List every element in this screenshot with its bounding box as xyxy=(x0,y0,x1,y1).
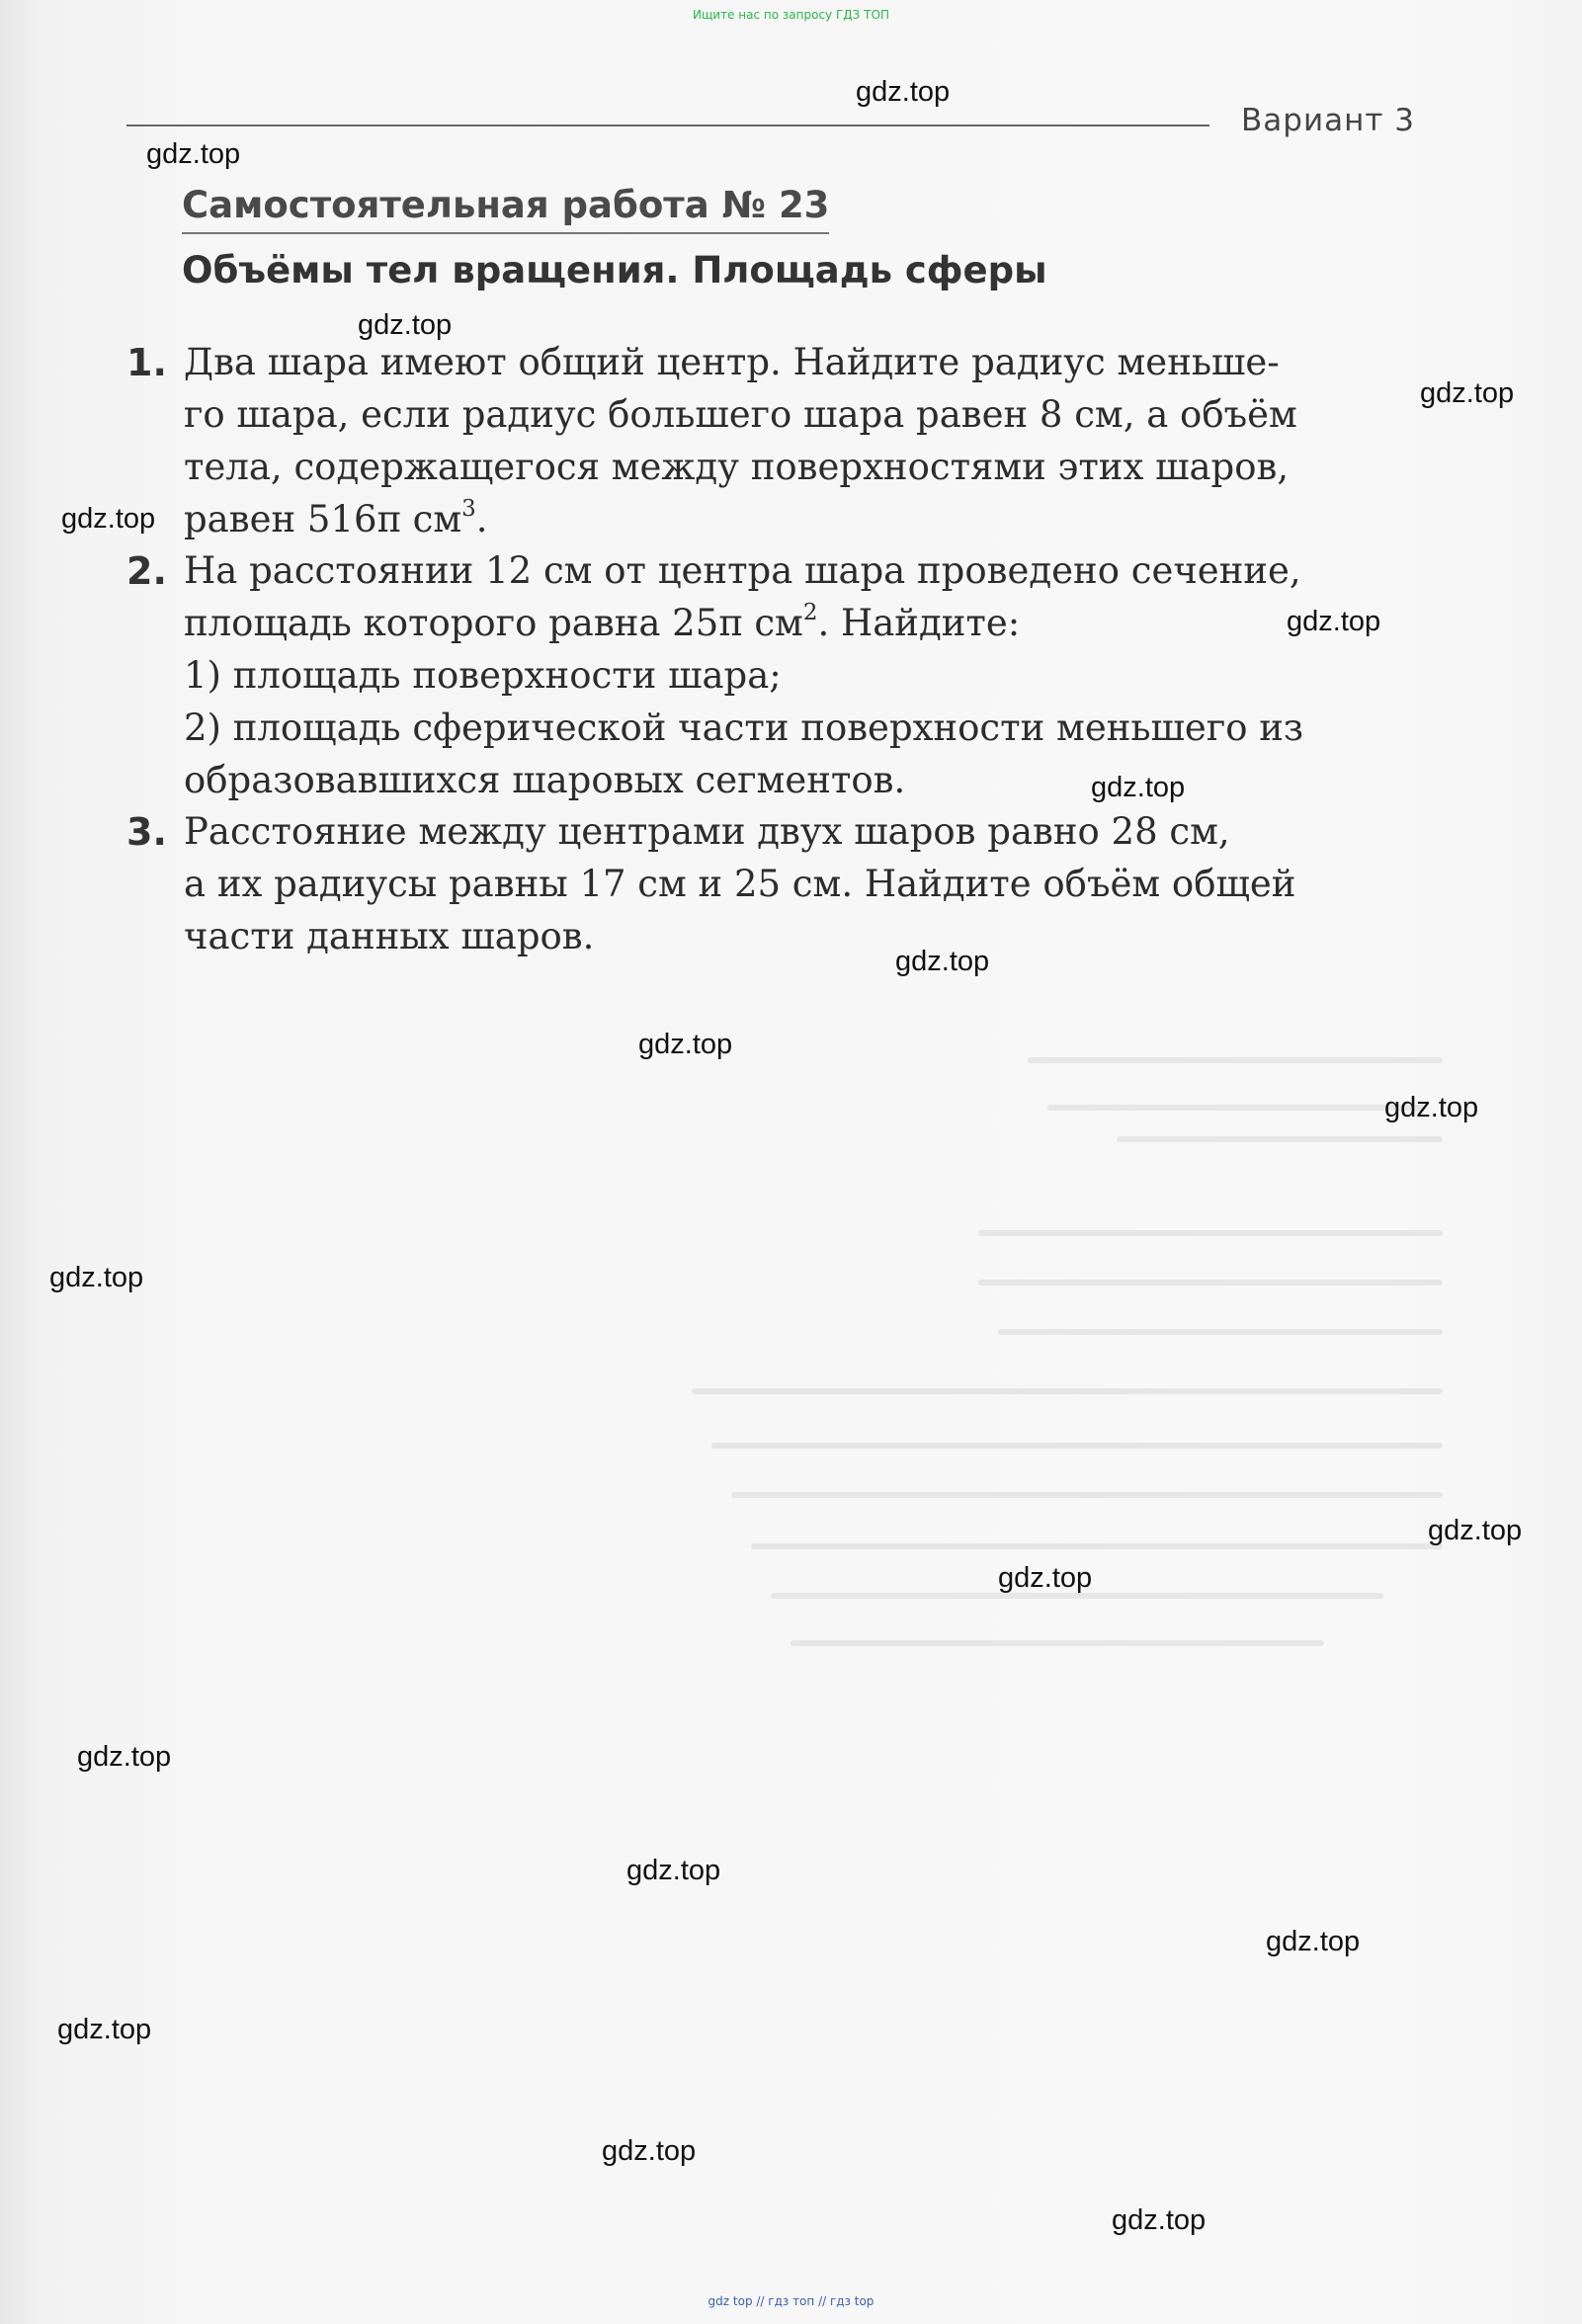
watermark: gdz.top xyxy=(1420,377,1515,409)
watermark: gdz.top xyxy=(57,2014,152,2045)
problem-text-line: образовавшихся шаровых сегментов. xyxy=(184,759,906,801)
header-rule xyxy=(126,124,1209,126)
problem-text-line: а их радиусы равны 17 см и 25 см. Найдите объём общей xyxy=(184,863,1296,905)
superscript: 3 xyxy=(461,496,476,523)
bleed-through-text xyxy=(978,1280,1443,1286)
problem-number: 1. xyxy=(126,341,167,384)
sub-question-1: 1) площадь поверхности шара; xyxy=(184,654,782,697)
problem-text-line: Два шара имеют общий центр. Найдите радиус меньше- xyxy=(184,341,1280,383)
bleed-through-text xyxy=(1117,1136,1443,1142)
bleed-through-text xyxy=(1028,1057,1443,1063)
bleed-through-text xyxy=(692,1388,1443,1394)
watermark: gdz.top xyxy=(895,946,990,977)
problem-number: 2. xyxy=(126,549,167,593)
watermark: gdz.top xyxy=(1287,606,1381,637)
problem-number: 3. xyxy=(126,810,167,854)
problem-text-line: равен 516π $см^3$. xyxy=(184,496,488,540)
problem-text-line: части данных шаров. xyxy=(184,915,595,957)
watermark: gdz.top xyxy=(856,76,951,108)
watermark: gdz.top xyxy=(358,309,453,341)
bleed-through-text xyxy=(791,1640,1324,1646)
watermark: gdz.top xyxy=(1384,1092,1479,1123)
watermark: gdz.top xyxy=(638,1029,733,1060)
top-banner[interactable]: Ищите нас по запросу ГДЗ ТОП xyxy=(693,8,889,22)
problem-text-line: Расстояние между центрами двух шаров равно 28 см, xyxy=(184,810,1230,853)
watermark: gdz.top xyxy=(602,2135,697,2167)
superscript: 2 xyxy=(802,600,818,626)
problem-text-line: На расстоянии 12 см от центра шара проведено сечение, xyxy=(184,549,1301,592)
watermark: gdz.top xyxy=(998,1562,1093,1594)
variant-label: Вариант 3 xyxy=(1241,103,1415,138)
bleed-through-text xyxy=(1047,1105,1423,1111)
problem-text-line: площадь которого равна 25π $см^2$. Найдите: xyxy=(184,600,1021,644)
work-title: Самостоятельная работа № 23 xyxy=(182,184,829,234)
problem-text-line: го шара, если радиус большего шара равен 8 см, а объём xyxy=(184,393,1297,436)
watermark: gdz.top xyxy=(77,1741,172,1773)
bleed-through-text xyxy=(731,1492,1443,1498)
bleed-through-text xyxy=(978,1230,1443,1236)
sub-question-2: 2) площадь сферической части поверхности меньшего из xyxy=(184,706,1304,749)
watermark: gdz.top xyxy=(146,138,241,170)
watermark: gdz.top xyxy=(61,503,156,535)
watermark: gdz.top xyxy=(1112,2204,1207,2236)
watermark: gdz.top xyxy=(1428,1515,1523,1546)
bleed-through-text xyxy=(751,1543,1443,1549)
footer-banner[interactable]: gdz top // гдз топ // гдз top xyxy=(708,2294,874,2308)
topic-title: Объёмы тел вращения. Площадь сферы xyxy=(182,249,1047,291)
watermark: gdz.top xyxy=(1091,772,1186,803)
watermark: gdz.top xyxy=(626,1855,721,1886)
problem-text-line: тела, содержащегося между поверхностями этих шаров, xyxy=(184,446,1290,488)
bleed-through-text xyxy=(998,1329,1443,1335)
bleed-through-text xyxy=(711,1443,1443,1449)
watermark: gdz.top xyxy=(49,1262,144,1293)
watermark: gdz.top xyxy=(1266,1926,1361,1957)
